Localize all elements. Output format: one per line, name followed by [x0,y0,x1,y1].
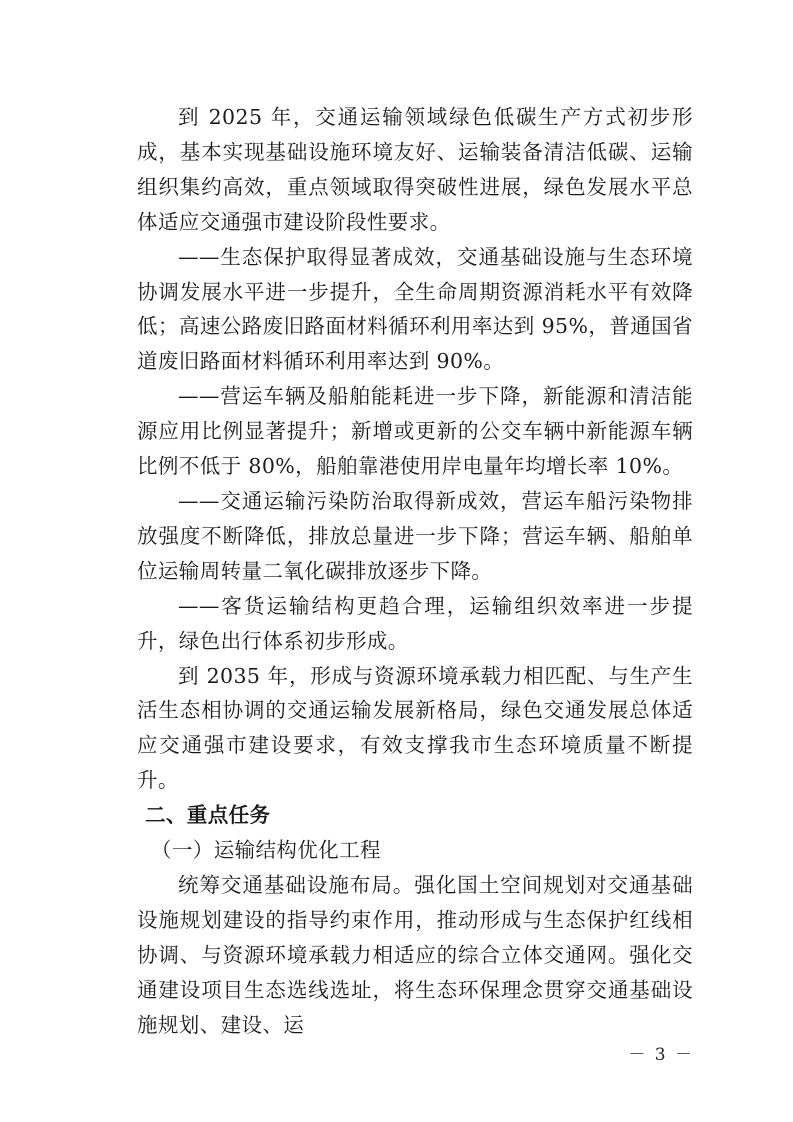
para-energy-consumption: ——营运车辆及船舶能耗进一步下降，新能源和清洁能源应用比例显著提升；新增或更新的公交车辆中新能源车辆比例不低于 80%，船舶靠港使用岸电量年均增长率 10%。 [137,384,693,479]
para-infrastructure-layout: 统筹交通基础设施布局。强化国土空间规划对交通基础设施规划建设的指导约束作用，推动形成与生态保护红线相协调、与资源环境承载力相适应的综合立体交通网。强化交通建设项目生态选线选址，将生态环保理念贯穿交通基础设施规划、建设、运 [137,872,693,1037]
para-ecological-protection: ——生态保护取得显著成效，交通基础设施与生态环境协调发展水平进一步提升，全生命周期资源消耗水平有效降低；高速公路废旧路面材料循环利用率达到 95%，普通国省道废旧路面材料循环利用率达到 90%。 [137,244,693,374]
para-2035-goals: 到 2035 年，形成与资源环境承载力相匹配、与生产生活生态相协调的交通运输发展新格局，绿色交通发展总体适应交通强市建设要求，有效支撑我市生态环境质量不断提升。 [137,663,693,793]
subsection-heading-transport-optimization: （一）运输结构优化工程 [151,838,381,863]
para-pollution-control: ——交通运输污染防治取得新成效，营运车船污染物排放强度不断降低，排放总量进一步下降；营运车辆、船舶单位运输周转量二氧化碳排放逐步下降。 [137,488,693,583]
para-2025-goals: 到 2025 年，交通运输领域绿色低碳生产方式初步形成，基本实现基础设施环境友好、运输装备清洁低碳、运输组织集约高效，重点领域取得突破性进展，绿色发展水平总体适应交通强市建设阶段性要求。 [137,105,693,234]
document-body [137,100,693,1042]
section-heading-key-tasks: 二、重点任务 [145,803,271,828]
para-transport-structure: ——客货运输结构更趋合理，运输组织效率进一步提升，绿色出行体系初步形成。 [137,593,693,653]
page-number: － 3 － [628,1045,694,1065]
